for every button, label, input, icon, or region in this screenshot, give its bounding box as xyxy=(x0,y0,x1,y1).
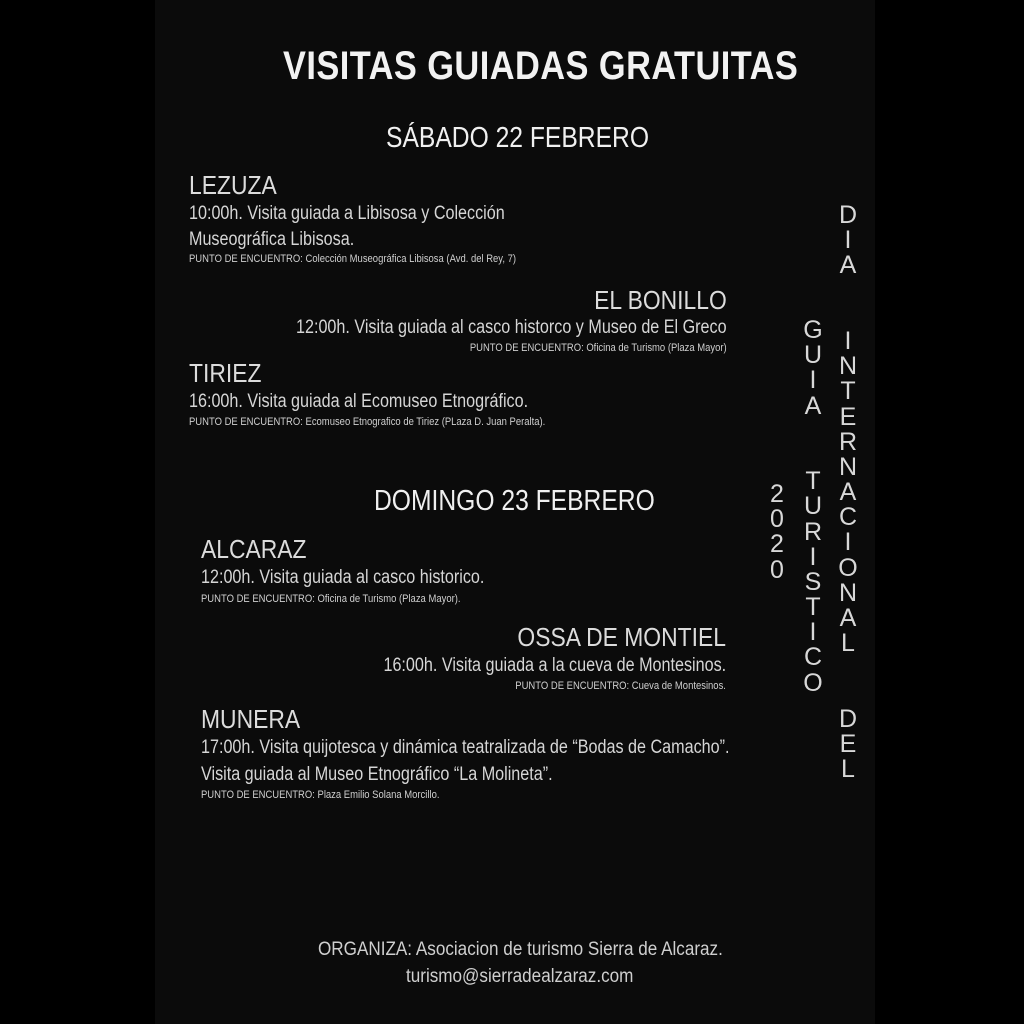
meeting-point-munera: PUNTO DE ENCUENTRO: Plaza Emilio Solana Morcillo. xyxy=(201,789,440,801)
vertical-letter: 2 xyxy=(770,530,784,559)
vertical-letter: 0 xyxy=(770,555,784,584)
vertical-letter: I xyxy=(844,326,852,355)
meeting-point-tiriez: PUNTO DE ENCUENTRO: Ecomuseo Etnografico de Tiriez (PLaza D. Juan Peralta). xyxy=(189,416,546,428)
visit-lezuza-line-1: 10:00h. Visita guiada a Libisosa y Colección xyxy=(189,203,505,224)
vertical-letter: G xyxy=(803,316,823,344)
sunday-heading: DOMINGO 23 FEBRERO xyxy=(374,485,655,517)
town-tiriez: TIRIEZ xyxy=(189,358,262,388)
vertical-letter: I xyxy=(809,618,817,647)
vertical-letter: R xyxy=(803,517,823,546)
vertical-letter: A xyxy=(839,478,857,507)
vertical-letter: R xyxy=(838,427,858,456)
vertical-dia-internacional-del xyxy=(833,203,863,782)
vertical-letter: A xyxy=(839,251,857,280)
vertical-letter: I xyxy=(844,528,852,557)
visit-munera-line-1: 17:00h. Visita quijotesca y dinámica teatralizada de “Bodas de Camacho”. xyxy=(201,737,730,758)
vertical-letter: O xyxy=(838,553,858,582)
vertical-letter: U xyxy=(803,492,823,521)
contact-email[interactable]: turismo@sierradealzaraz.com xyxy=(406,966,634,987)
vertical-letter: U xyxy=(803,341,823,370)
vertical-letter: L xyxy=(841,629,855,658)
vertical-letter: A xyxy=(839,604,857,632)
vertical-year xyxy=(762,482,792,583)
vertical-letter: D xyxy=(838,704,858,733)
visit-munera-line-2: Visita guiada al Museo Etnográfico “La Molineta”. xyxy=(201,764,553,785)
vertical-letter: N xyxy=(838,578,858,607)
vertical-letter: L xyxy=(841,755,855,784)
vertical-letter: T xyxy=(805,593,821,622)
vertical-letter: A xyxy=(804,391,822,420)
meeting-point-alcaraz: PUNTO DE ENCUENTRO: Oficina de Turismo (Plaza Mayor). xyxy=(201,593,461,605)
town-alcaraz: ALCARAZ xyxy=(201,534,307,564)
vertical-letter: 0 xyxy=(770,505,784,534)
vertical-letter: D xyxy=(838,201,858,229)
vertical-letter: N xyxy=(838,452,858,481)
organizer-text: ORGANIZA: Asociacion de turismo Sierra de Alcaraz. xyxy=(318,939,723,960)
vertical-letter: T xyxy=(805,467,821,496)
vertical-letter xyxy=(833,304,863,329)
poster-title: VISITAS GUIADAS GRATUITAS xyxy=(283,44,799,88)
vertical-guia-turistico xyxy=(798,318,828,696)
vertical-letter: E xyxy=(839,402,857,431)
saturday-heading: SÁBADO 22 FEBRERO xyxy=(386,122,650,154)
vertical-letter: I xyxy=(844,226,852,255)
vertical-letter: I xyxy=(809,366,817,395)
vertical-letter: 2 xyxy=(770,480,784,508)
meeting-point-lezuza: PUNTO DE ENCUENTRO: Colección Museográfica Libisosa (Avd. del Rey, 7) xyxy=(189,253,517,265)
vertical-letter: N xyxy=(838,352,858,381)
visit-tiriez-line-1: 16:00h. Visita guiada al Ecomuseo Etnográfico. xyxy=(189,391,529,412)
town-ossa-de-montiel: OSSA DE MONTIEL xyxy=(517,622,726,652)
vertical-letter: I xyxy=(809,542,817,571)
vertical-letter xyxy=(833,656,863,681)
meeting-point-ossa-de-montiel: PUNTO DE ENCUENTRO: Cueva de Montesinos. xyxy=(515,680,726,692)
visit-ossa-de-montiel-line-1: 16:00h. Visita guiada a la cueva de Montesinos. xyxy=(383,655,726,676)
vertical-letter: C xyxy=(838,503,858,532)
town-munera: MUNERA xyxy=(201,704,301,734)
vertical-letter: S xyxy=(804,567,822,596)
town-lezuza: LEZUZA xyxy=(189,170,277,200)
vertical-letter: E xyxy=(839,729,857,758)
visit-el-bonillo-line-1: 12:00h. Visita guiada al casco historco y Museo de El Greco xyxy=(296,317,727,338)
vertical-letter xyxy=(833,682,863,707)
vertical-letter xyxy=(833,279,863,304)
vertical-letter xyxy=(798,419,828,444)
vertical-letter: O xyxy=(803,668,823,697)
vertical-letter: C xyxy=(803,643,823,672)
visit-lezuza-line-2: Museográfica Libisosa. xyxy=(189,229,355,250)
town-el-bonillo: EL BONILLO xyxy=(594,285,727,315)
visit-alcaraz-line-1: 12:00h. Visita guiada al casco historico. xyxy=(201,567,485,588)
vertical-letter xyxy=(798,444,828,469)
meeting-point-el-bonillo: PUNTO DE ENCUENTRO: Oficina de Turismo (Plaza Mayor) xyxy=(470,342,727,354)
vertical-letter: T xyxy=(840,377,856,406)
